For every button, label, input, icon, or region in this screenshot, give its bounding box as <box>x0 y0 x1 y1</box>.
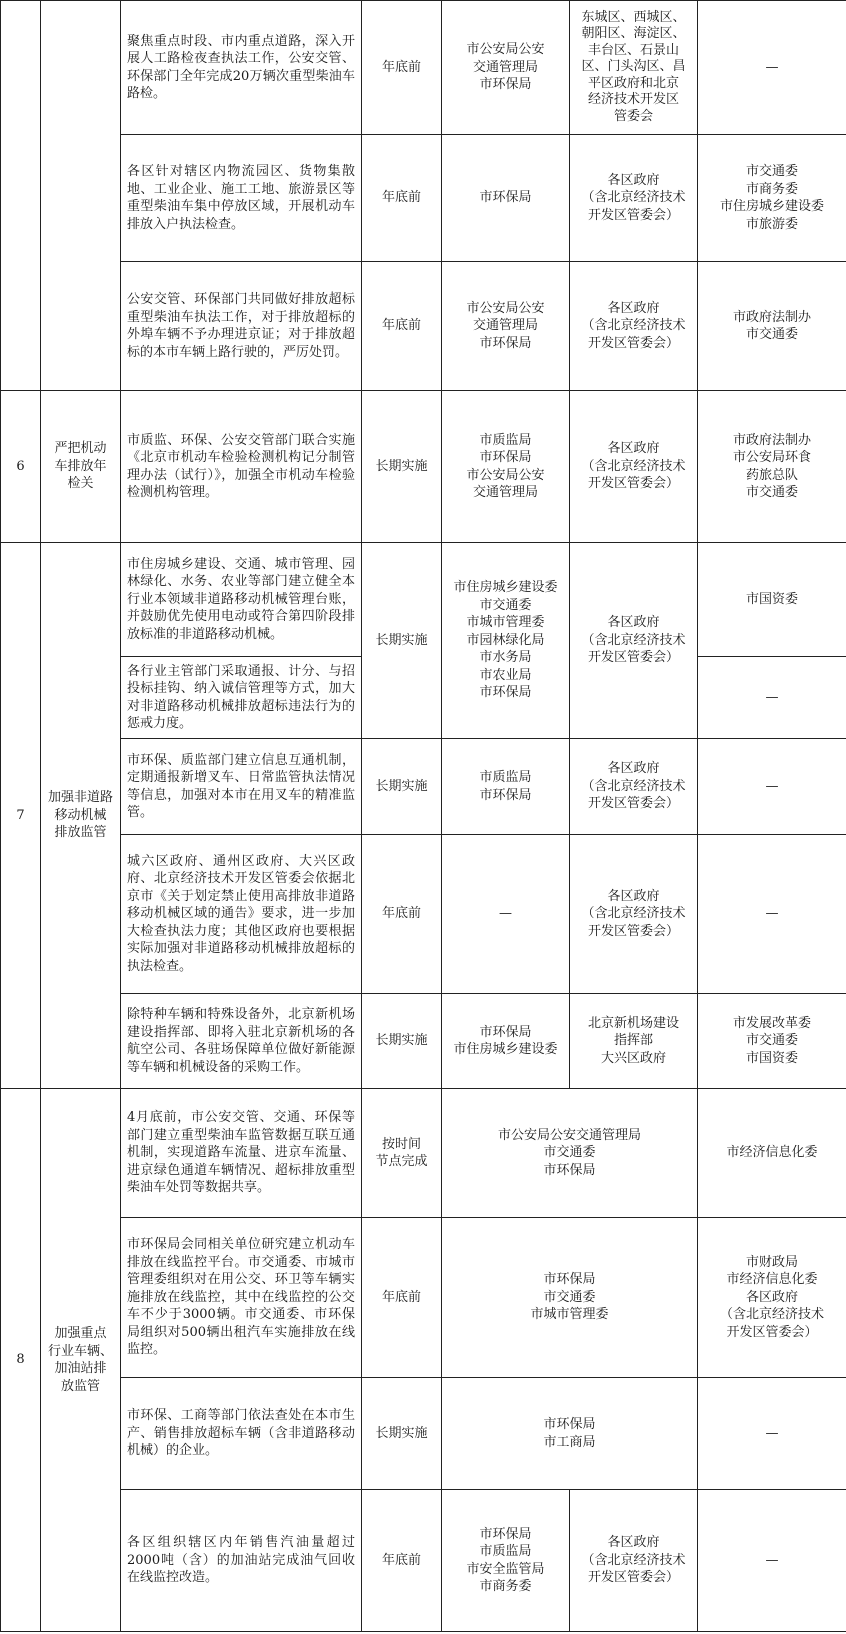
task-description: 市环保局会同相关单位研究建立机动车排放在线监控平台。市交通委、市城市管理委组织对在用公交、环卫等车辆实施排放在线监控，其中在线监控的公交车不少于3000辆。市交通委、市环保局组织对500辆出租汽车实施排放在线监控。 <box>121 1218 362 1378</box>
task-description: 市环保、质监部门建立信息互通机制，定期通报新增叉车、日常监管执法情况等信息，加强对本市在用叉车的精准监管。 <box>121 739 362 835</box>
lead-department: 市质监局 市环保局 <box>442 739 570 835</box>
table-row <box>1 1378 846 1490</box>
responsible-unit: 东城区、西城区、 朝阳区、海淀区、 丰台区、石景山 区、门头沟区、昌 平区政府和北京 经济技术开发区 管委会 <box>570 1 698 135</box>
table-row <box>1 739 846 835</box>
lead-department: 市环保局 市质监局 市安全监管局 市商务委 <box>442 1490 570 1632</box>
deadline: 年底前 <box>362 1 442 135</box>
row-number: 6 <box>1 391 41 543</box>
table-row <box>1 391 846 543</box>
table-row <box>1 1089 846 1218</box>
table-row <box>1 835 846 994</box>
task-description: 市质监、环保、公安交管部门联合实施《北京市机动车检验检测机构记分制管理办法（试行）》，加强全市机动车检验检测机构管理。 <box>121 391 362 543</box>
lead-department: 市公安局公安 交通管理局 市环保局 <box>442 1 570 135</box>
measure-name: 严把机动 车排放年 检关 <box>41 391 121 543</box>
cooperating-unit: — <box>698 1378 846 1490</box>
cooperating-unit: 市交通委 市商务委 市住房城乡建设委 市旅游委 <box>698 135 846 262</box>
deadline: 年底前 <box>362 135 442 262</box>
deadline: 长期实施 <box>362 994 442 1089</box>
cooperating-unit: 市财政局 市经济信息化委 各区政府 （含北京经济技术 开发区管委会） <box>698 1218 846 1378</box>
task-description: 各行业主管部门采取通报、计分、与招投标挂钩、纳入诚信管理等方式，加大对非道路移动机械排放超标违法行为的惩戒力度。 <box>121 657 362 739</box>
task-description: 公安交管、环保部门共同做好排放超标重型柴油车执法工作，对于排放超标的外埠车辆不予办理进京证；对于排放超标的本市车辆上路行驶的，严厉处罚。 <box>121 262 362 391</box>
cooperating-unit: 市政府法制办 市公安局环食 药旅总队 市交通委 <box>698 391 846 543</box>
deadline: 按时间 节点完成 <box>362 1089 442 1218</box>
cooperating-unit: — <box>698 739 846 835</box>
row-number: 7 <box>1 543 41 1089</box>
task-description: 市环保、工商等部门依法查处在本市生产、销售排放超标车辆（含非道路移动机械）的企业。 <box>121 1378 362 1490</box>
responsible-unit: 北京新机场建设 指挥部 大兴区政府 <box>570 994 698 1089</box>
cooperating-unit: 市经济信息化委 <box>698 1089 846 1218</box>
row-number <box>1 1 41 391</box>
cooperating-unit: — <box>698 1490 846 1632</box>
responsible-unit: 各区政府 （含北京经济技术 开发区管委会） <box>570 739 698 835</box>
responsible-unit: 各区政府 （含北京经济技术 开发区管委会） <box>570 262 698 391</box>
table-row <box>1 135 846 262</box>
lead-department: 市质监局 市环保局 市公安局公安 交通管理局 <box>442 391 570 543</box>
table-row <box>1 262 846 391</box>
cooperating-unit: — <box>698 835 846 994</box>
table-row <box>1 543 846 657</box>
responsible-unit: 各区政府 （含北京经济技术 开发区管委会） <box>570 135 698 262</box>
lead-department: 市住房城乡建设委 市交通委 市城市管理委 市园林绿化局 市水务局 市农业局 市环保局 <box>442 543 570 739</box>
deadline: 年底前 <box>362 1490 442 1632</box>
table-row <box>1 1218 846 1378</box>
task-description: 4月底前，市公安交管、交通、环保等部门建立重型柴油车监管数据互联互通机制，实现道路车流量、进京车流量、进京绿色通道车辆情况、超标排放重型柴油车处罚等数据共享。 <box>121 1089 362 1218</box>
table-row <box>1 1490 846 1632</box>
lead-department: 市环保局 市住房城乡建设委 <box>442 994 570 1089</box>
measure-name: 加强非道路 移动机械 排放监管 <box>41 543 121 1089</box>
responsible-unit: 各区政府 （含北京经济技术 开发区管委会） <box>570 543 698 739</box>
task-description: 市住房城乡建设、交通、城市管理、园林绿化、水务、农业等部门建立健全本行业本领域非道路移动机械管理台账，并鼓励优先使用电动或符合第四阶段排放标准的非道路移动机械。 <box>121 543 362 657</box>
lead-department: 市环保局 市交通委 市城市管理委 <box>442 1218 698 1378</box>
lead-department: 市环保局 <box>442 135 570 262</box>
deadline: 年底前 <box>362 1218 442 1378</box>
deadline: 长期实施 <box>362 543 442 739</box>
deadline: 长期实施 <box>362 1378 442 1490</box>
task-description: 除特种车辆和特殊设备外，北京新机场建设指挥部、即将入驻北京新机场的各航空公司、各驻场保障单位做好新能源等车辆和机械设备的采购工作。 <box>121 994 362 1089</box>
measure-name: 加强重点 行业车辆、 加油站排 放监管 <box>41 1089 121 1632</box>
lead-department: 市公安局公安交通管理局 市交通委 市环保局 <box>442 1089 698 1218</box>
task-description: 各区针对辖区内物流园区、货物集散地、工业企业、施工工地、旅游景区等重型柴油车集中停放区域，开展机动车排放入户执法检查。 <box>121 135 362 262</box>
responsible-unit: 各区政府 （含北京经济技术 开发区管委会） <box>570 1490 698 1632</box>
lead-department: 市环保局 市工商局 <box>442 1378 698 1490</box>
lead-department: 市公安局公安 交通管理局 市环保局 <box>442 262 570 391</box>
responsible-unit: 各区政府 （含北京经济技术 开发区管委会） <box>570 835 698 994</box>
task-description: 聚焦重点时段、市内重点道路，深入开展人工路检夜查执法工作，公安交管、环保部门全年完成20万辆次重型柴油车路检。 <box>121 1 362 135</box>
deadline: 长期实施 <box>362 739 442 835</box>
table-row <box>1 994 846 1089</box>
deadline: 年底前 <box>362 835 442 994</box>
cooperating-unit: — <box>698 657 846 739</box>
deadline: 长期实施 <box>362 391 442 543</box>
row-number: 8 <box>1 1089 41 1632</box>
responsible-unit: 各区政府 （含北京经济技术 开发区管委会） <box>570 391 698 543</box>
task-description: 各区组织辖区内年销售汽油量超过2000吨（含）的加油站完成油气回收在线监控改造。 <box>121 1490 362 1632</box>
cooperating-unit: — <box>698 1 846 135</box>
cooperating-unit: 市发展改革委 市交通委 市国资委 <box>698 994 846 1089</box>
deadline: 年底前 <box>362 262 442 391</box>
cooperating-unit: 市政府法制办 市交通委 <box>698 262 846 391</box>
task-description: 城六区政府、通州区政府、大兴区政府、北京经济技术开发区管委会依据北京市《关于划定禁止使用高排放非道路移动机械区域的通告》要求，进一步加大检查执法力度；其他区政府也要根据实际加强对非道路移动机械排放超标的执法检查。 <box>121 835 362 994</box>
lead-department: — <box>442 835 570 994</box>
table-row <box>1 1 846 135</box>
measure-name <box>41 1 121 391</box>
cooperating-unit: 市国资委 <box>698 543 846 657</box>
